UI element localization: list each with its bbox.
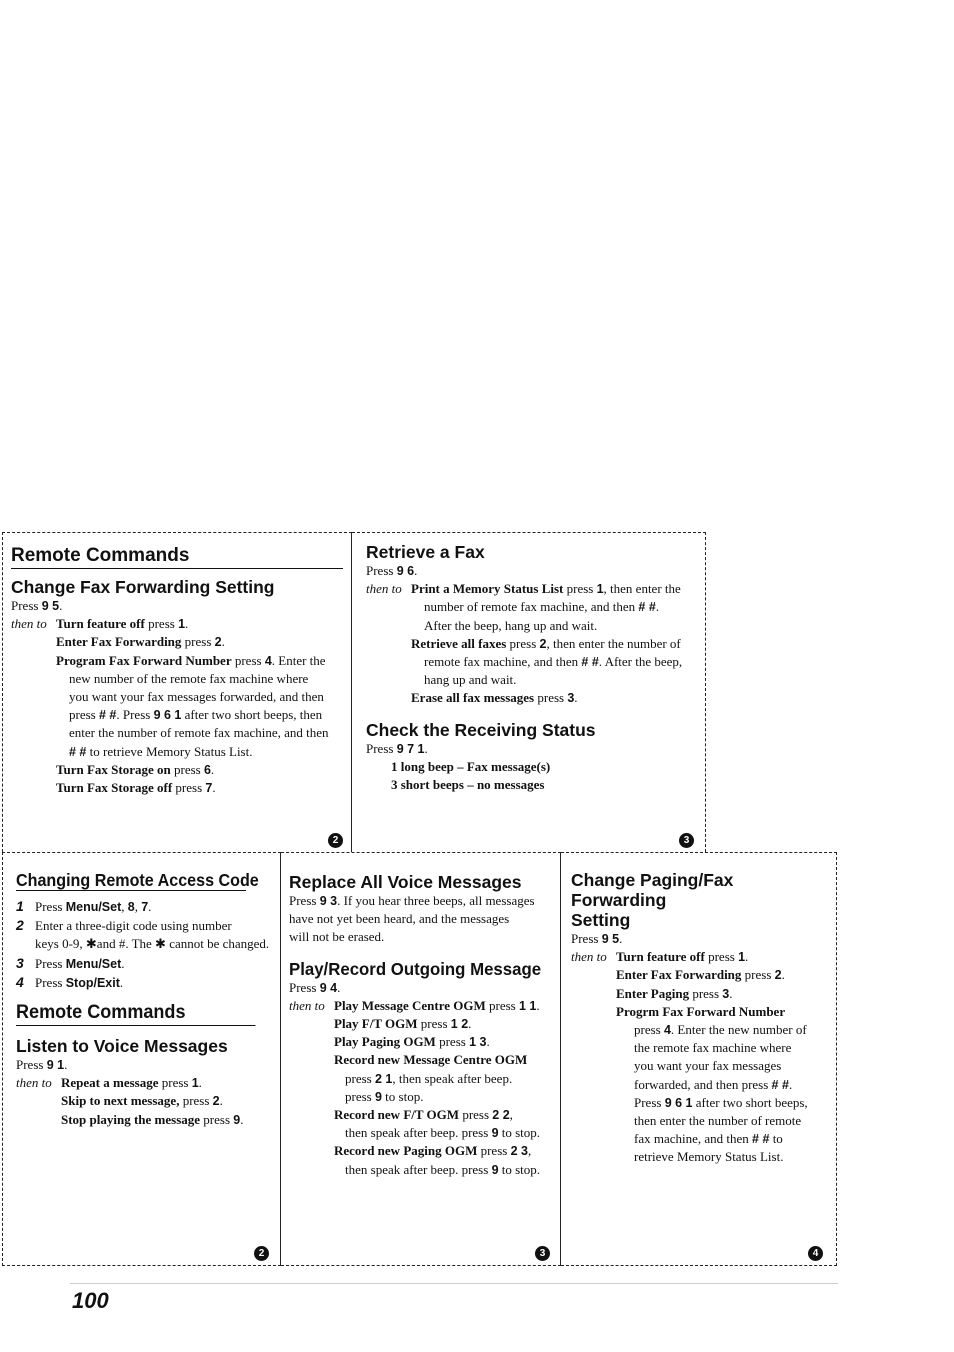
replace-text-line: have not yet been heard, and the messages bbox=[289, 911, 510, 927]
fax-storage-on-line: Turn Fax Storage on press 6. bbox=[56, 761, 215, 777]
step-badge: 3 bbox=[679, 833, 694, 848]
panel-remote-access-code bbox=[2, 852, 281, 1266]
step-badge: 2 bbox=[328, 833, 343, 848]
replace-text-line: will not be erased. bbox=[289, 929, 385, 945]
remote-commands-title: Remote Commands bbox=[16, 1002, 255, 1026]
panel-change-paging bbox=[561, 852, 837, 1266]
program-text-line: you want your fax messages forwarded, and then bbox=[69, 689, 324, 705]
step-2-cont: keys 0-9, ✱and #. The ✱ cannot be changed. bbox=[35, 936, 270, 952]
retrieve-all-faxes-line: Retrieve all faxes press 2, then enter the number of bbox=[411, 635, 681, 651]
step-4: 4 Press Stop/Exit. bbox=[16, 973, 124, 990]
record-text-line: then speak after beep. press 9 to stop. bbox=[345, 1125, 541, 1141]
step-badge: 4 bbox=[808, 1246, 823, 1261]
erase-all-fax-line: Erase all fax messages press 3. bbox=[411, 690, 578, 706]
progrm-fax-forward-line: Progrm Fax Forward Number bbox=[616, 1003, 786, 1019]
record-paging-ogm-line: Record new Paging OGM press 2 3, bbox=[334, 1143, 532, 1159]
progrm-text-line: the remote fax machine where bbox=[634, 1040, 792, 1056]
listen-voice-messages-heading: Listen to Voice Messages bbox=[16, 1036, 228, 1057]
skip-message-line: Skip to next message, press 2. bbox=[61, 1093, 223, 1109]
step-badge: 3 bbox=[535, 1246, 550, 1261]
step-2: 2 Enter a three-digit code using number bbox=[16, 917, 232, 934]
replace-text-line: Press 9 3. If you hear three beeps, all messages bbox=[289, 893, 535, 908]
retrieve-text-line: remote fax machine, and then # #. After the beep, bbox=[424, 654, 683, 670]
progrm-text-line: forwarded, and then press # #. bbox=[634, 1076, 793, 1092]
press-line: Press 9 5. bbox=[11, 598, 63, 613]
panel-voice-messages bbox=[281, 852, 561, 1266]
print-memory-status-line: then to Print a Memory Status List press 1, then enter the bbox=[366, 581, 681, 597]
progrm-text-line: fax machine, and then # # to bbox=[634, 1131, 783, 1147]
turn-feature-off-line: then to Turn feature off press 1. bbox=[571, 949, 749, 965]
step-3: 3 Press Menu/Set. bbox=[16, 954, 125, 971]
print-text-line: After the beep, hang up and wait. bbox=[424, 617, 598, 633]
changing-access-code-heading: Changing Remote Access Code bbox=[16, 870, 259, 890]
panel-change-fax-forwarding bbox=[2, 532, 352, 852]
enter-fax-forwarding-line: Enter Fax Forwarding press 2. bbox=[616, 967, 785, 983]
progrm-text-line: you want your fax messages bbox=[634, 1058, 782, 1074]
step-badge: 2 bbox=[254, 1246, 269, 1261]
panel-retrieve-fax bbox=[352, 532, 706, 852]
program-text-line: # # to retrieve Memory Status List. bbox=[69, 743, 253, 759]
press-line: Press 9 6. bbox=[366, 563, 418, 578]
change-paging-heading: Change Paging/Fax Forwarding Setting bbox=[571, 870, 734, 930]
progrm-text-line: retrieve Memory Status List. bbox=[634, 1149, 784, 1165]
record-text-line: then speak after beep. press 9 to stop. bbox=[345, 1161, 541, 1177]
remote-commands-title: Remote Commands bbox=[11, 545, 343, 569]
retrieve-fax-heading: Retrieve a Fax bbox=[366, 542, 485, 562]
record-text-line: press 9 to stop. bbox=[345, 1088, 424, 1104]
program-text-line: press # #. Press 9 6 1 after two short beeps, then bbox=[69, 707, 323, 723]
print-text-line: number of remote fax machine, and then # #. bbox=[424, 599, 660, 615]
play-record-ogm-heading: Play/Record Outgoing Message bbox=[289, 958, 542, 979]
play-paging-ogm-line: Play Paging OGM press 1 3. bbox=[334, 1034, 490, 1050]
press-line: Press 9 5. bbox=[571, 931, 623, 946]
program-text-line: new number of the remote fax machine where bbox=[69, 670, 309, 686]
turn-feature-off-line: then to Turn feature off press 1. bbox=[11, 616, 189, 632]
progrm-text-line: press 4. Enter the new number of bbox=[634, 1022, 807, 1038]
enter-fax-forwarding-line: Enter Fax Forwarding press 2. bbox=[56, 634, 225, 650]
replace-voice-messages-heading: Replace All Voice Messages bbox=[289, 872, 522, 892]
record-ft-ogm-line: Record new F/T OGM press 2 2, bbox=[334, 1107, 513, 1123]
play-ft-ogm-line: Play F/T OGM press 1 2. bbox=[334, 1016, 472, 1032]
program-text-line: enter the number of remote fax machine, and then bbox=[69, 725, 329, 741]
press-line: Press 9 1. bbox=[16, 1057, 68, 1073]
step-1: 1 Press Menu/Set, 8, 7. bbox=[16, 898, 152, 914]
progrm-text-line: Press 9 6 1 after two short beeps, bbox=[634, 1094, 808, 1110]
progrm-text-line: then enter the number of remote bbox=[634, 1113, 802, 1129]
program-fax-forward-line: Program Fax Forward Number press 4. Enter the bbox=[56, 652, 326, 668]
enter-paging-line: Enter Paging press 3. bbox=[616, 985, 733, 1001]
stop-playing-line: Stop playing the message press 9. bbox=[61, 1111, 244, 1127]
check-receiving-status-heading: Check the Receiving Status bbox=[366, 719, 596, 740]
record-text-line: press 2 1, then speak after beep. bbox=[345, 1070, 513, 1086]
long-beep-line: 1 long beep – Fax message(s) bbox=[391, 758, 551, 774]
retrieve-text-line: hang up and wait. bbox=[424, 672, 517, 688]
repeat-message-line: then to Repeat a message press 1. bbox=[16, 1075, 202, 1091]
change-fax-forwarding-heading: Change Fax Forwarding Setting bbox=[11, 577, 275, 597]
record-centre-ogm-line: Record new Message Centre OGM bbox=[334, 1052, 528, 1068]
short-beeps-line: 3 short beeps – no messages bbox=[391, 777, 545, 793]
press-line: Press 9 7 1. bbox=[366, 740, 428, 756]
fax-storage-off-line: Turn Fax Storage off press 7. bbox=[56, 780, 216, 796]
footer-rule bbox=[70, 1283, 838, 1284]
play-centre-ogm-line: then to Play Message Centre OGM press 1 1. bbox=[289, 997, 540, 1013]
page-number: 100 bbox=[72, 1288, 109, 1313]
press-line: Press 9 4. bbox=[289, 979, 341, 995]
